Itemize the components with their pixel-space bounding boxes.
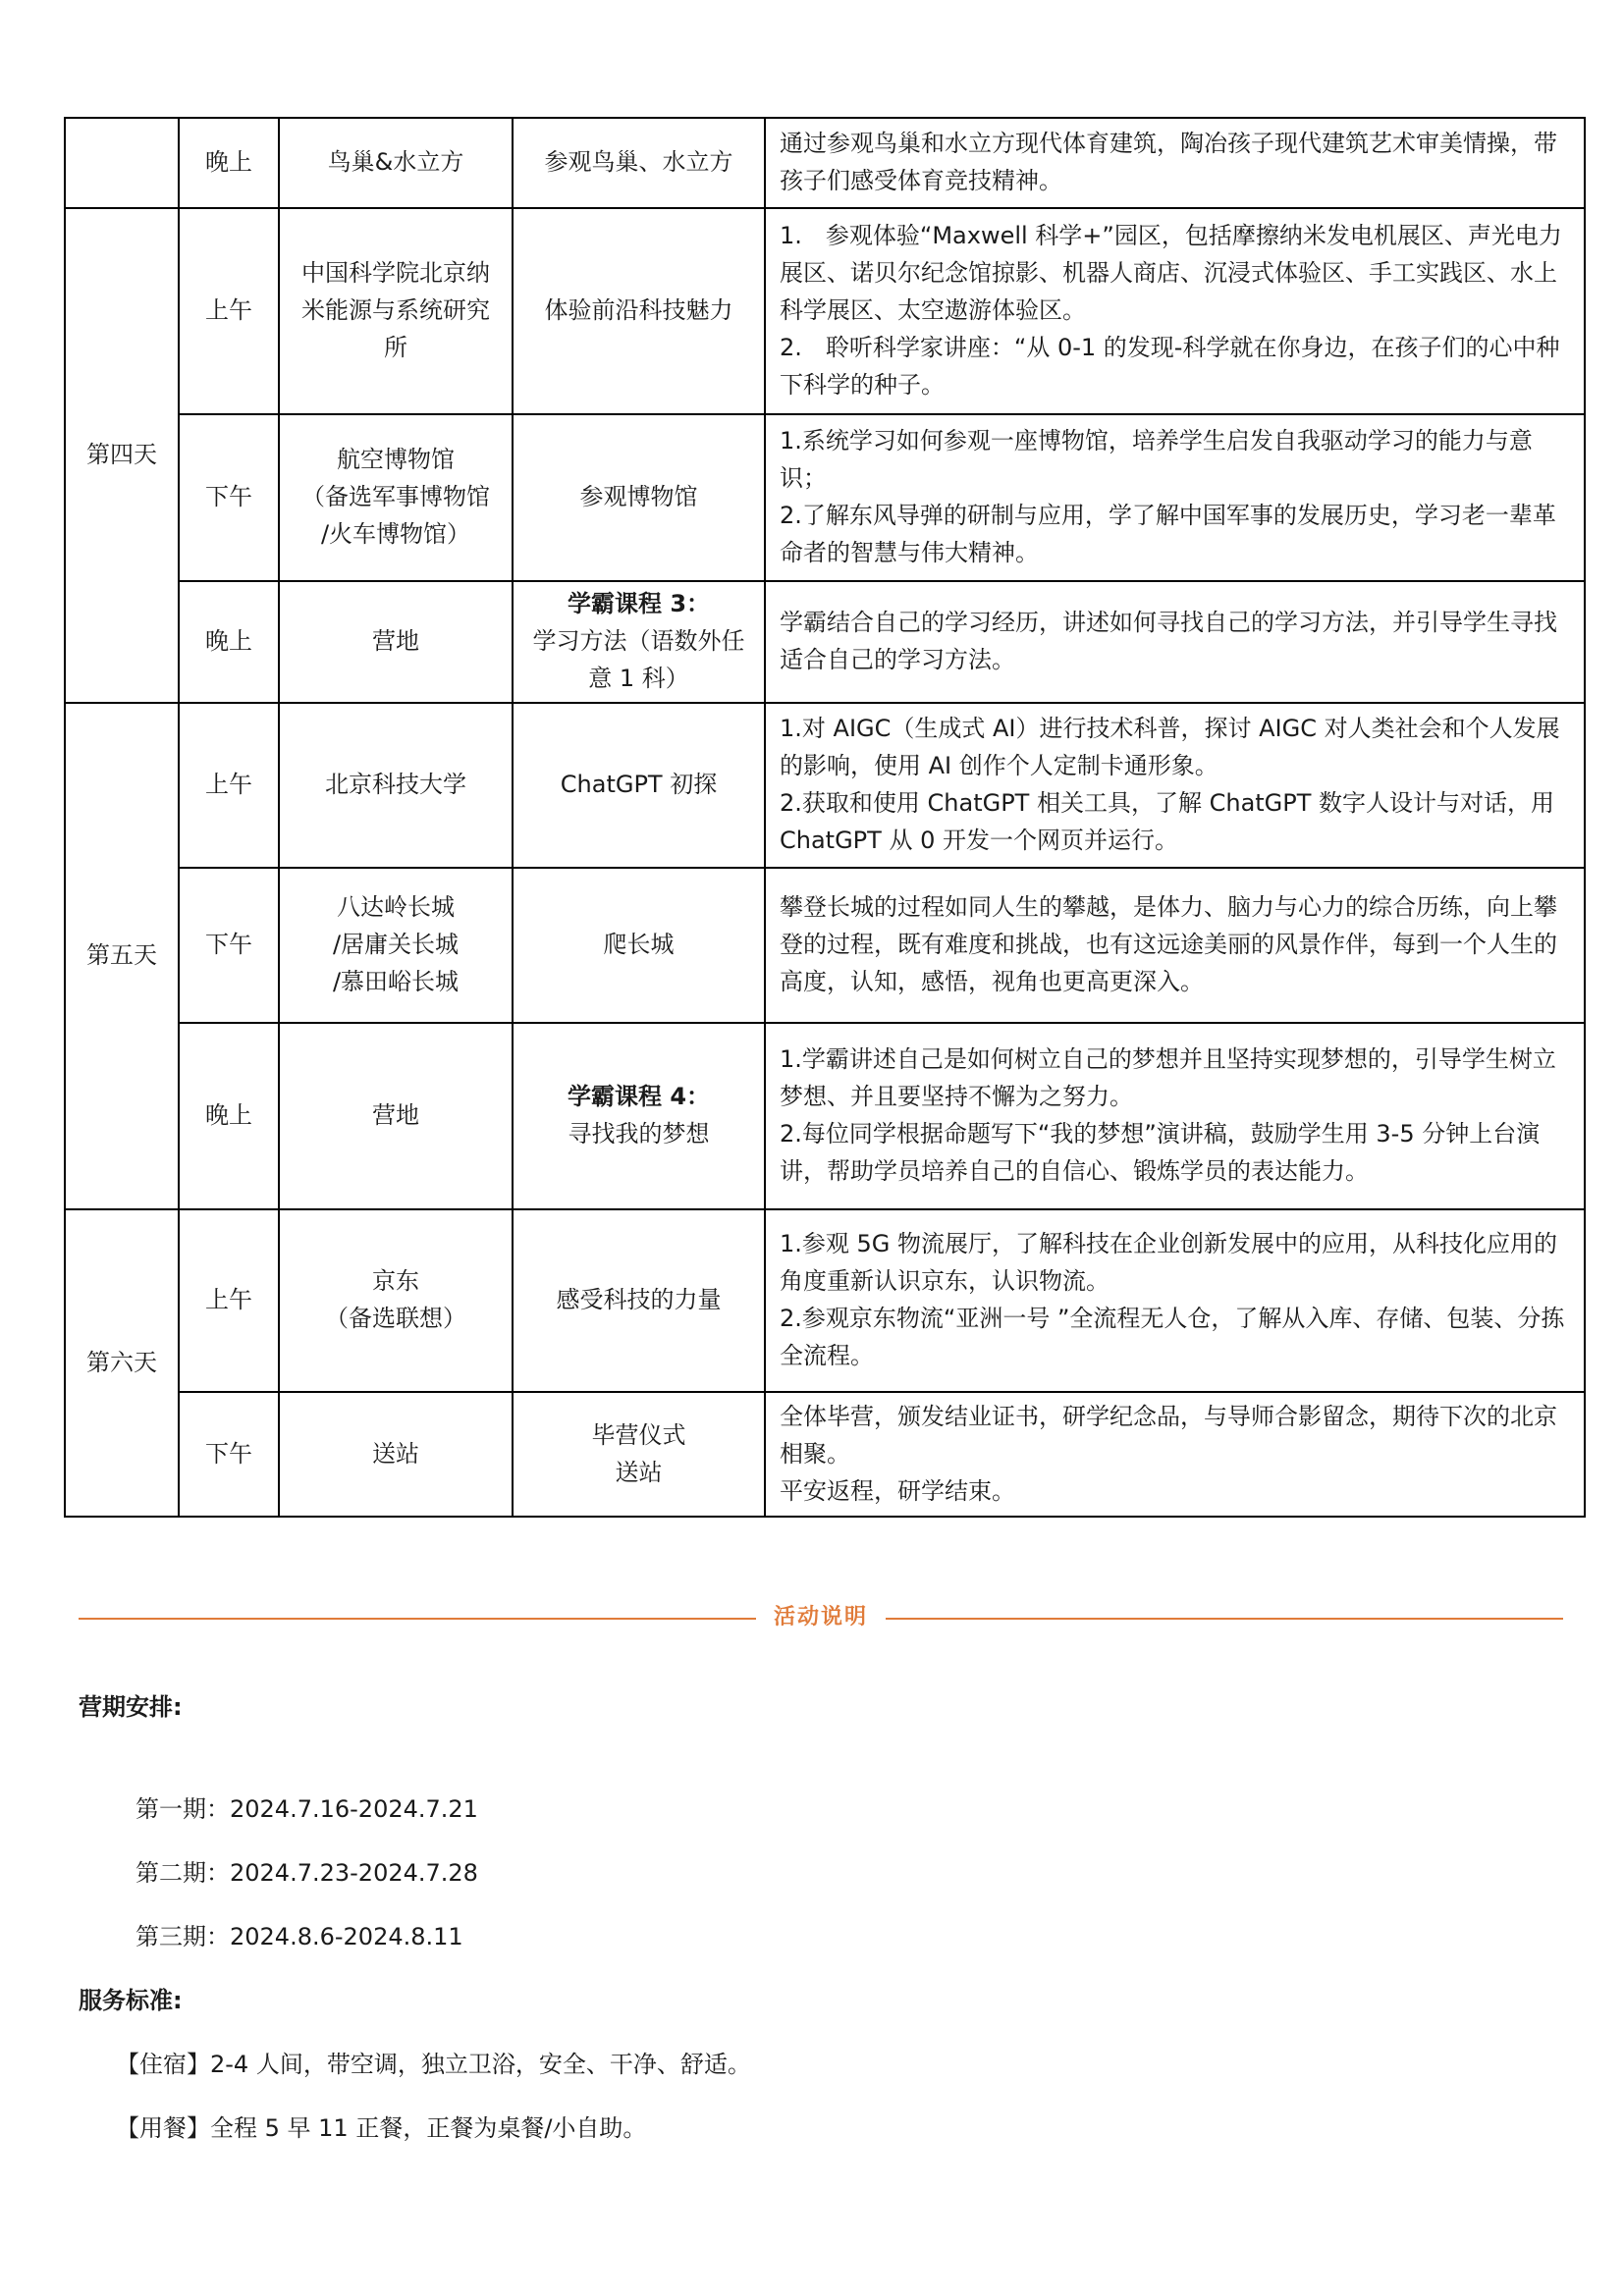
- table-row: [65, 208, 1585, 414]
- service-item-meals: 【用餐】全程 5 早 11 正餐，正餐为桌餐/小自助。: [116, 2114, 647, 2142]
- topic-line: 学习方法（语数外任: [532, 626, 745, 655]
- place-cell: [279, 703, 513, 868]
- section-header: [79, 1600, 1563, 1635]
- place-line: 中国科学院北京纳: [301, 259, 490, 288]
- course-label: 学霸课程 4：: [567, 1082, 711, 1110]
- place-line: 京东: [372, 1266, 419, 1295]
- place-line: 米能源与系统研究: [301, 296, 490, 325]
- time-cell: 下午: [179, 1392, 279, 1518]
- place-line: 鸟巢&水立方: [327, 148, 464, 177]
- place-cell: [279, 1209, 513, 1392]
- description-paragraph: 2.参观京东物流“亚洲一号 ”全流程无人仓，了解从入库、存储、包装、分拣全流程。: [780, 1304, 1565, 1369]
- description-paragraph: 2. 聆听科学家讲座：“从 0-1 的发现-科学就在你身边，在孩子们的心中种下科学的种子。: [780, 333, 1560, 399]
- topic-line: 送站: [615, 1458, 663, 1486]
- place-line: 北京科技大学: [325, 770, 466, 798]
- topic-line: 意 1 科）: [588, 664, 689, 692]
- place-cell: [279, 868, 513, 1023]
- description-paragraph: 1.参观 5G 物流展厅，了解科技在企业创新发展中的应用，从科技化应用的角度重新认识京东，认识物流。: [780, 1229, 1558, 1295]
- place-line: 营地: [372, 1100, 419, 1129]
- topic-line: 感受科技的力量: [556, 1285, 722, 1313]
- topic-cell: [513, 1392, 765, 1518]
- topic-cell: [513, 703, 765, 868]
- description-cell: [765, 118, 1585, 208]
- description-paragraph: 1.系统学习如何参观一座博物馆，培养学生启发自我驱动学习的能力与意识；: [780, 427, 1533, 493]
- place-cell: [279, 1023, 513, 1209]
- topic-line: 毕营仪式: [591, 1420, 686, 1449]
- place-cell: [279, 208, 513, 414]
- description-paragraph: 攀登长城的过程如同人生的攀越，是体力、脑力与心力的综合历练，向上攀登的过程，既有难度和挑战，也有这远途美丽的风景作伴，每到一个人生的高度，认知，感悟，视角也更高更深入。: [780, 892, 1557, 995]
- topic-cell: [513, 414, 765, 581]
- topic-cell: [513, 208, 765, 414]
- place-line: /火车博物馆）: [320, 519, 471, 548]
- topic-line: 参观博物馆: [579, 483, 698, 511]
- time-cell: 上午: [179, 1209, 279, 1392]
- description-cell: [765, 208, 1585, 414]
- place-cell: [279, 118, 513, 208]
- camp-session-2: 第二期：2024.7.23-2024.7.28: [135, 1859, 478, 1887]
- section-rule-right: [886, 1618, 1563, 1620]
- topic-line: 爬长城: [603, 930, 675, 958]
- camp-heading: 营期安排:: [79, 1693, 183, 1721]
- description-paragraph: 2.每位同学根据命题写下“我的梦想”演讲稿，鼓励学生用 3-5 分钟上台演讲，帮助学员培养自己的自信心、锻炼学员的表达能力。: [780, 1119, 1541, 1185]
- table-row: [65, 118, 1585, 208]
- topic-cell: [513, 118, 765, 208]
- place-line: 所: [384, 333, 407, 361]
- section-title: 活动说明: [773, 1605, 868, 1629]
- description-paragraph: 全体毕营，颁发结业证书，研学纪念品，与导师合影留念，期待下次的北京相聚。: [780, 1402, 1557, 1468]
- service-item-lodging: 【住宿】2-4 人间，带空调，独立卫浴，安全、干净、舒适。: [116, 2051, 751, 2078]
- table-row: [65, 414, 1585, 581]
- description-paragraph: 平安返程，研学结束。: [780, 1476, 1015, 1505]
- description-cell: [765, 703, 1585, 868]
- table-row: [65, 1392, 1585, 1518]
- time-cell: 晚上: [179, 118, 279, 208]
- place-cell: [279, 414, 513, 581]
- day-cell: 第四天: [65, 208, 179, 703]
- table-row: [65, 868, 1585, 1023]
- topic-line: 寻找我的梦想: [568, 1119, 710, 1148]
- place-line: /慕田峪长城: [332, 967, 460, 995]
- description-cell: [765, 1209, 1585, 1392]
- description-cell: [765, 1392, 1585, 1518]
- description-paragraph: 1.学霸讲述自己是如何树立自己的梦想并且坚持实现梦想的，引导学生树立梦想、并且要坚持不懈为之努力。: [780, 1044, 1556, 1110]
- table-row: [65, 1209, 1585, 1392]
- time-cell: 下午: [179, 868, 279, 1023]
- description-cell: [765, 581, 1585, 703]
- description-cell: [765, 1023, 1585, 1209]
- time-cell: 上午: [179, 208, 279, 414]
- table-row: [65, 1023, 1585, 1209]
- topic-line: 参观鸟巢、水立方: [544, 148, 733, 177]
- description-paragraph: 2.了解东风导弹的研制与应用，学了解中国军事的发展历史，学习老一辈革命者的智慧与伟大精神。: [780, 502, 1556, 566]
- topic-line: 体验前沿科技魅力: [544, 296, 733, 325]
- camp-session-3: 第三期：2024.8.6-2024.8.11: [135, 1923, 463, 1950]
- description-cell: [765, 414, 1585, 581]
- description-paragraph: 通过参观鸟巢和水立方现代体育建筑，陶冶孩子现代建筑艺术审美情操，带孩子们感受体育竞技精神。: [780, 130, 1557, 194]
- topic-cell: [513, 1023, 765, 1209]
- table-row: [65, 703, 1585, 868]
- time-cell: 下午: [179, 414, 279, 581]
- topic-cell: [513, 1209, 765, 1392]
- service-heading: 服务标准:: [79, 1987, 183, 2014]
- time-cell: 晚上: [179, 1023, 279, 1209]
- camp-session-1: 第一期：2024.7.16-2024.7.21: [135, 1795, 478, 1823]
- time-cell: 上午: [179, 703, 279, 868]
- place-cell: [279, 1392, 513, 1518]
- topic-cell: [513, 581, 765, 703]
- topic-cell: [513, 868, 765, 1023]
- place-line: /居庸关长城: [332, 930, 460, 958]
- place-line: （备选联想）: [325, 1304, 466, 1332]
- description-paragraph: 1. 参观体验“Maxwell 科学+”园区，包括摩擦纳米发电机展区、声光电力展区、诺贝尔纪念馆掠影、机器人商店、沉浸式体验区、手工实践区、水上科学展区、太空遨游体验区。: [780, 222, 1562, 325]
- place-cell: [279, 581, 513, 703]
- day-cell: 第六天: [65, 1209, 179, 1518]
- description-cell: [765, 868, 1585, 1023]
- place-line: 送站: [372, 1439, 419, 1468]
- table-row: [65, 581, 1585, 703]
- description-paragraph: 1.对 AIGC（生成式 AI）进行技术科普，探讨 AIGC 对人类社会和个人发展的影响，使用 AI 创作个人定制卡通形象。: [780, 714, 1560, 779]
- itinerary-table: [64, 117, 1586, 1518]
- place-line: 营地: [372, 626, 419, 655]
- description-paragraph: 2.获取和使用 ChatGPT 相关工具，了解 ChatGPT 数字人设计与对话，用 ChatGPT 从 0 开发一个网页并运行。: [780, 788, 1555, 854]
- description-paragraph: 学霸结合自己的学习经历，讲述如何寻找自己的学习方法，并引导学生寻找适合自己的学习方法。: [780, 608, 1557, 673]
- course-label: 学霸课程 3：: [567, 590, 711, 617]
- day-cell: 第五天: [65, 703, 179, 1209]
- place-line: 航空博物馆: [337, 446, 455, 474]
- topic-line: ChatGPT 初探: [560, 770, 718, 798]
- day-cell-empty: [65, 118, 179, 208]
- place-line: 八达岭长城: [337, 892, 455, 921]
- time-cell: 晚上: [179, 581, 279, 703]
- place-line: （备选军事博物馆: [301, 483, 490, 511]
